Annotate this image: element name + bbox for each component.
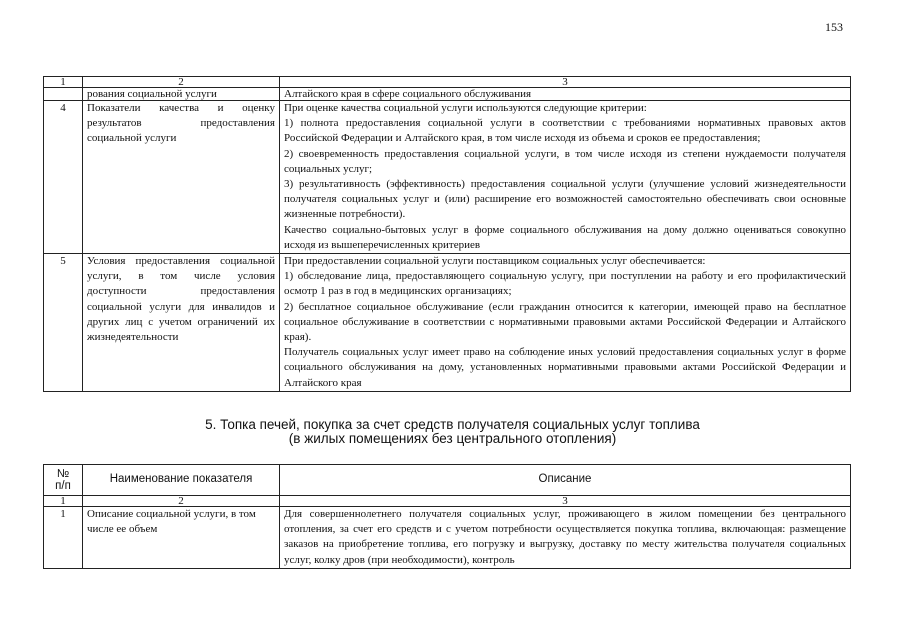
description-paragraph: 1) обследование лица, предоставляющего социальную услугу, при поступлении на работу и его профилактический осмотр 1 раз в год в медицинских организациях; [284,270,846,298]
page-number: 153 [825,20,843,34]
description-paragraph: Алтайского края в сфере социального обслуживания [284,88,532,100]
col-number-3: 3 [280,496,851,507]
description-paragraph: При предоставлении социальной услуги поставщиком социальных услуг обеспечивается: [284,255,706,268]
col-number-1: 1 [44,496,83,507]
row-number: 4 [44,101,83,254]
table-row [44,101,851,254]
col-header-description: Описание [280,465,851,496]
indicator-description [280,88,851,101]
column-headers-row [44,465,851,496]
description-paragraph: При оценке качества социальной услуги используются следующие критерии: [284,102,647,114]
column-number-row [44,496,851,507]
row-number: 1 [44,507,83,569]
col-number-2: 2 [83,77,280,88]
indicator-description: Для совершеннолетнего получателя социальных услуг, проживающего в жилом помещении без центрального отопления, за счет его средств и с учетом потребности осуществляется покупка топлива, включающая: размещение заказов на приобретение топлива, его погрузку и выгрузку, доставку по месту жительства получателя социальных услуг, колку дров (при необходимости), контроль [280,507,851,569]
indicator-name: Описание социальной услуги, в том числе ее объем [83,507,280,569]
column-number-row [44,77,851,88]
col-number-3: 3 [280,77,851,88]
col-number-1: 1 [44,77,83,88]
indicator-name: Условия предоставления социальной услуги, в том числе условия доступности предоставления социальной услуги для инвалидов и других лиц с учетом ограничений их жизнедеятельности [83,254,280,392]
section-heading [0,418,905,446]
table-row [44,507,851,569]
description-paragraph: 2) своевременность предоставления социальной услуги, в том числе исходя из степени нуждаемости получателя социальных услуг; [284,147,846,175]
col-number-2: 2 [83,496,280,507]
section-title-line: 5. Топка печей, покупка за счет средств получателя социальных услуг топлива [205,417,700,432]
description-paragraph: 2) бесплатное социальное обслуживание (если гражданин относится к категории, имеющей право на бесплатное социальное обслуживание в соответствии с нормативными правовыми актами Российской Федерации и Алтайского края). [284,300,846,344]
indicator-description [280,254,851,392]
col-header-name: Наименование показателя [83,465,280,496]
section-subtitle-line: (в жилых помещениях без центрального отопления) [288,431,617,446]
description-paragraph: 1) полнота предоставления социальной услуги в соответствии с требованиями нормативных правовых актов Российской Федерации и Алтайского края, в том числе исходя из объема и сроков ее предоставления; [284,117,846,145]
col-header-number: № п/п [44,465,83,496]
row-number: 5 [44,254,83,392]
description-paragraph: 3) результативность (эффективность) предоставления социальной услуги (улучшение условий жизнедеятельности получателя социальных услуг и (или) расширение его возможностей самостоятельно обеспечивать свои основные жизненные потребности). [284,178,846,221]
table-row [44,88,851,101]
indicator-name: Показатели качества и оценку результатов предоставления социальной услуги [83,101,280,254]
description-paragraph: Качество социально-бытовых услуг в форме социального обслуживания на дому должно оцениваться совокупно исходя из вышеперечисленных критериев [284,223,846,251]
service-indicators-table [43,464,851,569]
indicator-name: рования социальной услуги [83,88,280,101]
description-paragraph: Получатель социальных услуг имеет право на соблюдение иных условий предоставления социальных услуг в форме социального обслуживания на дому, установленных нормативными правовыми актами Российской Федерации и Алтайского края [284,346,846,389]
indicator-description [280,101,851,254]
services-table-continued [43,76,851,392]
table-row [44,254,851,392]
row-number [44,88,83,101]
